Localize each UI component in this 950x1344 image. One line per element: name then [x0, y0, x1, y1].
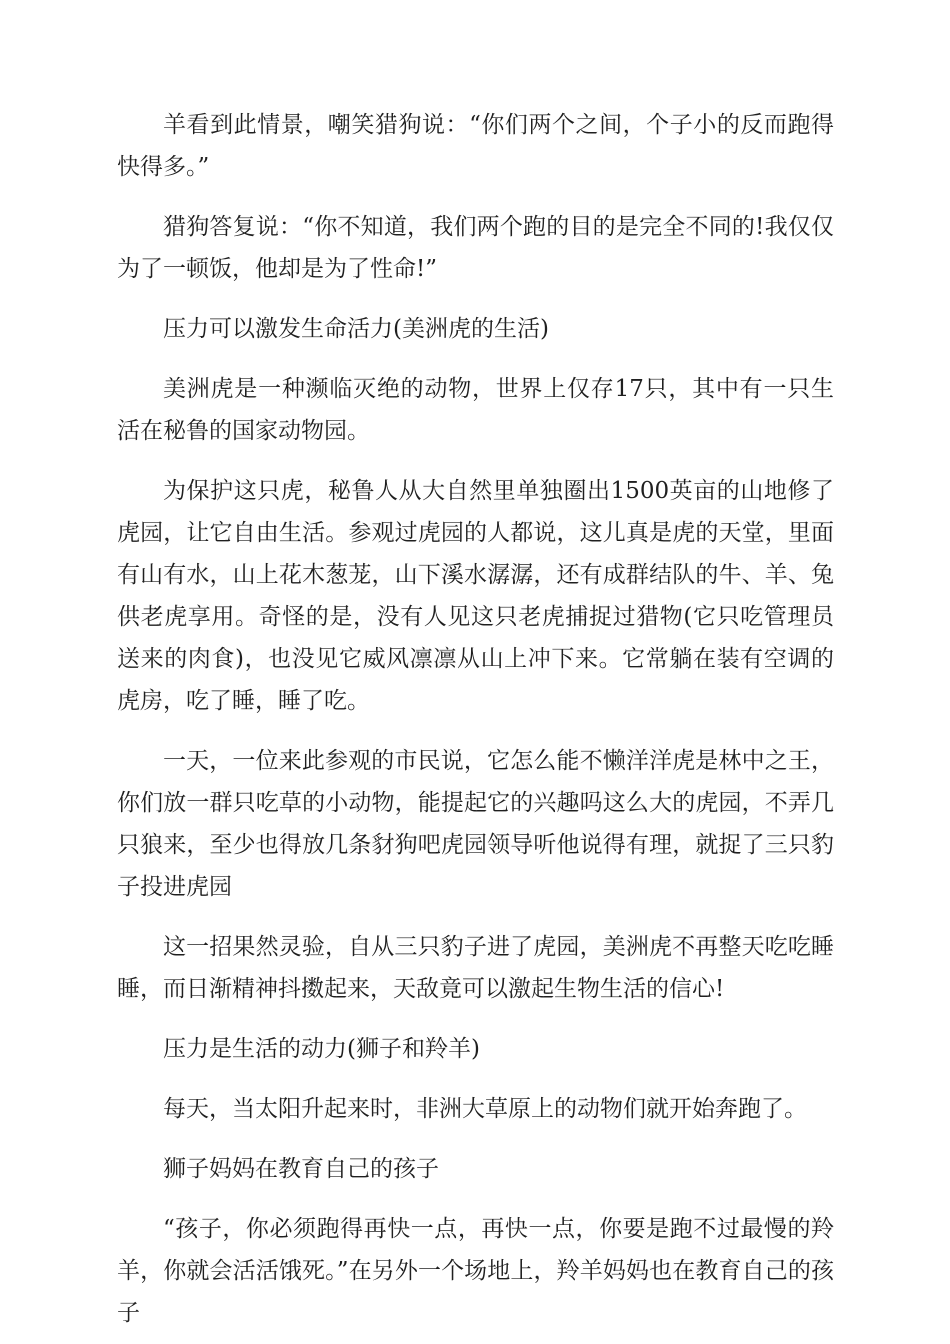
section-heading-jaguar: 压力可以激发生命活力(美洲虎的生活) — [163, 316, 549, 342]
paragraph-lioness-quote: “孩子，你必须跑得再快一点，再快一点，你要是跑不过最慢的羚羊，你就会活活饿死。”在另外一个场地上，羚羊妈妈也在教育自己的孩子 — [117, 1216, 834, 1326]
paragraph-visitor-suggestion: 一天，一位来此参观的市民说，它怎么能不懒洋洋虎是林中之王，你们放一群只吃草的小动物，能提起它的兴趣吗这么大的虎园，不弄几只狼来，至少也得放几条豺狗吧虎园领导听他说得有理，就捉了三只豹子投进虎园 — [117, 748, 834, 900]
paragraph-sunrise-running: 每天，当太阳升起来时，非洲大草原上的动物们就开始奔跑了。 — [163, 1096, 807, 1122]
paragraph-hound-reply: 猎狗答复说：“你不知道，我们两个跑的目的是完全不同的!我仅仅为了一顿饭，他却是为了性命!” — [117, 214, 834, 282]
paragraph-sheep-mocks: 羊看到此情景，嘲笑猎狗说：“你们两个之间，个子小的反而跑得快得多。” — [117, 112, 834, 180]
paragraph-jaguar-intro: 美洲虎是一种濒临灭绝的动物，世界上仅存17只，其中有一只生活在秘鲁的国家动物园。 — [117, 376, 834, 444]
paragraph-leopards-effect: 这一招果然灵验，自从三只豹子进了虎园，美洲虎不再整天吃吃睡睡，而日渐精神抖擞起来，天敌竟可以激起生物生活的信心! — [117, 934, 834, 1002]
paragraph-tiger-park: 为保护这只虎，秘鲁人从大自然里单独圈出1500英亩的山地修了虎园，让它自由生活。参观过虎园的人都说，这儿真是虎的天堂，里面有山有水，山上花木葱茏，山下溪水潺潺，还有成群结队的牛、羊、兔供老虎享用。奇怪的是，没有人见这只老虎捕捉过猎物(它只吃管理员送来的肉食)，也没见它威风凛凛从山上冲下来。它常躺在装有空调的虎房，吃了睡，睡了吃。 — [117, 478, 834, 714]
paragraph-lioness-teaching: 狮子妈妈在教育自己的孩子 — [163, 1156, 439, 1182]
section-heading-lion-antelope: 压力是生活的动力(狮子和羚羊) — [163, 1036, 480, 1062]
